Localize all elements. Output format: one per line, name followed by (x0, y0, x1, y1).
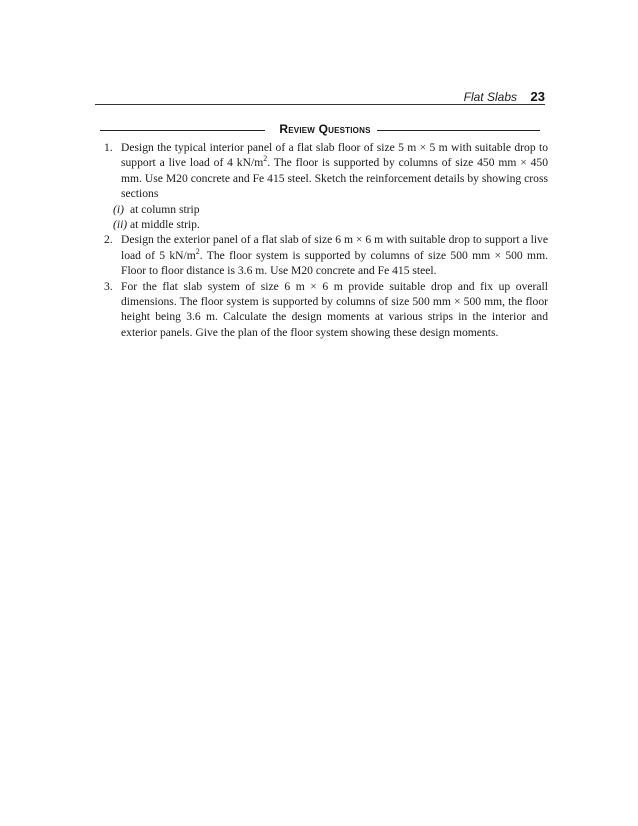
subitem-text: at middle strip. (130, 218, 200, 232)
running-header (95, 88, 545, 108)
question-text-part: . The floor is supported by columns of size 450 mm × 450 mm. Use M20 concrete and Fe 415 steel. Sketch the reinforcement details by showing cross sections (121, 156, 548, 201)
question-item-3 (104, 279, 548, 341)
question-item-1 (104, 140, 548, 202)
question-item-2 (104, 232, 548, 278)
subitem-text: at column strip (130, 202, 200, 216)
page-number: 23 (530, 89, 545, 104)
question-text-part: Design the exterior panel of a flat slab of size 6 m × 6 m with suitable drop to support a live load of 5 kN/m (121, 233, 548, 262)
question-number: 3. (104, 279, 113, 293)
running-header-title: Flat Slabs (463, 90, 517, 104)
question-text (121, 232, 548, 278)
section-heading (100, 122, 540, 138)
question-number: 2. (104, 233, 113, 247)
question-text-part: Design the typical interior panel of a flat slab floor of size 5 m × 5 m with suitable drop to support a live load of 4 kN/m (121, 141, 548, 170)
superscript: 2 (195, 246, 200, 256)
section-rule-left (100, 130, 265, 131)
section-title: Review Questions (279, 122, 371, 136)
question-list (104, 140, 548, 340)
section-rule-right (377, 130, 540, 131)
subitem-label: (ii) (113, 218, 128, 232)
question-text-part: . The floor system is supported by columns of size 500 mm × 500 mm. Floor to floor distance is 3.6 m. Use M20 concrete and Fe 415 steel. (121, 248, 548, 278)
question-text (121, 140, 548, 202)
subitem (104, 202, 548, 217)
question-text: For the flat slab system of size 6 m × 6 m provide suitable drop and fix up overall dimensions. The floor system is supported by columns of size 500 mm × 500 mm, the floor height being 3.6 m. Calculate the design moments at various strips in the interior and exterior panels. Give the plan of the floor system showing these design moments. (121, 279, 548, 339)
subitem-label: (i) (113, 202, 124, 216)
header-rule (95, 104, 545, 105)
subitem (104, 217, 548, 232)
question-number: 1. (104, 141, 113, 154)
superscript: 2 (263, 154, 268, 164)
